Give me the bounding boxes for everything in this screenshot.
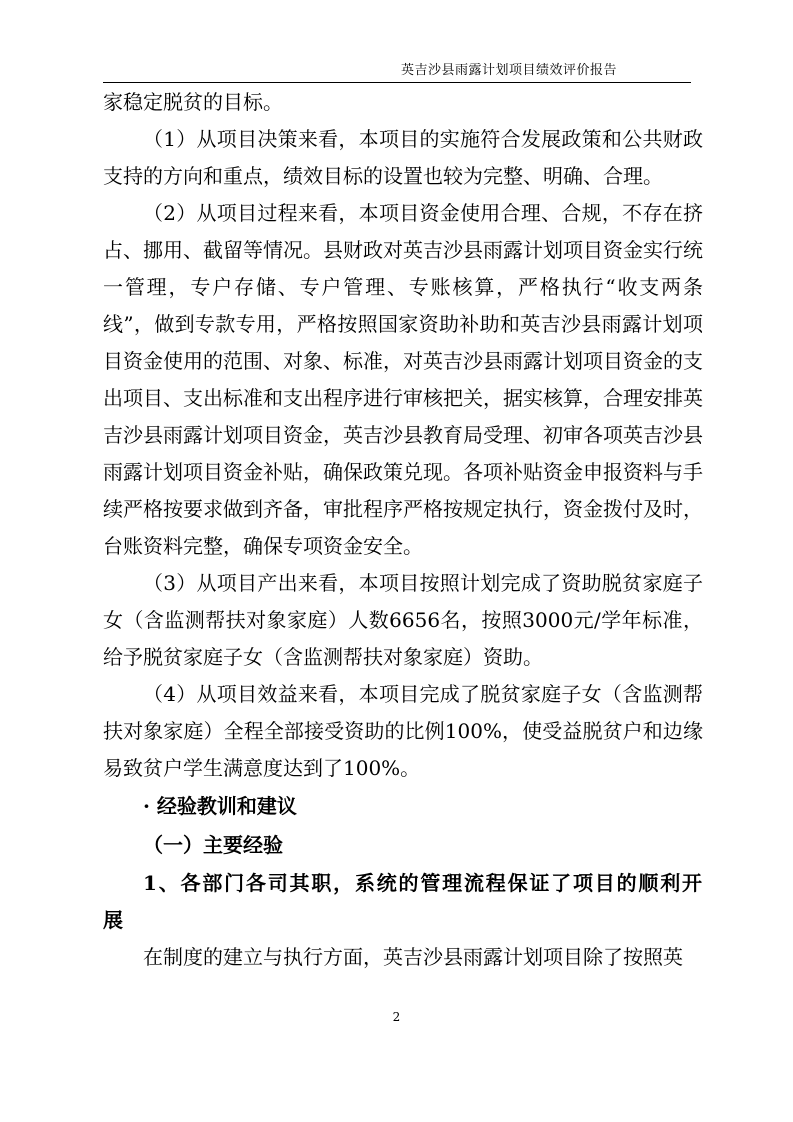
paragraph-intro: 家稳定脱贫的目标。 [103,90,283,114]
page-number: 2 [392,1010,401,1024]
header-rule [103,82,691,83]
section-heading: · 经验教训和建议 [143,794,297,818]
paragraph-last: 在制度的建立与执行方面，英吉沙县雨露计划项目除了按照英 [143,945,683,969]
paragraph-decision: （1）从项目决策来看，本项目的实施符合发展政策和公共财政支持的方向和重点，绩效目标的设置也较为完整、明确、合理。 [103,127,703,188]
paragraph-process: （2）从项目过程来看，本项目资金使用合理、合规，不存在挤占、挪用、截留等情况。县财政对英吉沙县雨露计划项目资金实行统一管理，专户存储、专户管理、专账核算，严格执行“收支两条线”，做到专款专用，严格按照国家资助补助和英吉沙县雨露计划项目资金使用的范围、对象、标准，对英吉沙县雨露计划项目资金的支出项目、支出标准和支出程序进行审核把关，据实核算，合理安排英吉沙县雨露计划项目资金，英吉沙县教育局受理、初审各项英吉沙县雨露计划项目资金补贴，确保政策兑现。各项补贴资金申报资料与手续严格按要求做到齐备，审批程序严格按规定执行，资金拨付及时，台账资料完整，确保专项资金安全。 [103,201,703,558]
paragraph-output: （3）从项目产出来看，本项目按照计划完成了资助脱贫家庭子女（含监测帮扶对象家庭）人数6656名，按照3000元/学年标准，给予脱贫家庭子女（含监测帮扶对象家庭）资助。 [103,571,703,669]
document-body [103,84,703,976]
running-header: 英吉沙县雨露计划项目绩效评价报告 [400,63,617,78]
subsection-heading: （一）主要经验 [143,833,283,857]
paragraph-benefit: （4）从项目效益来看，本项目完成了脱贫家庭子女（含监测帮扶对象家庭）全程全部接受资助的比例100%，使受益脱贫户和边缘易致贫户学生满意度达到了100%。 [103,682,703,780]
item-heading: 1、各部门各司其职，系统的管理流程保证了项目的顺利开展 [103,871,703,932]
